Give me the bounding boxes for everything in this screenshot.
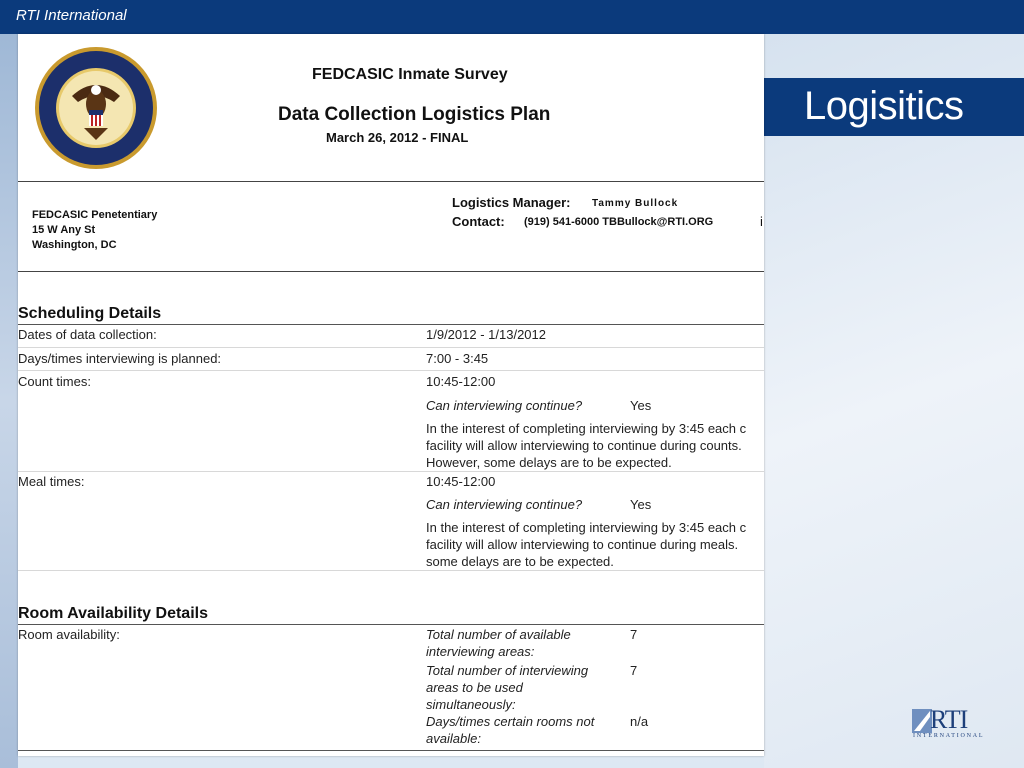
row-divider [18, 624, 764, 625]
rti-logo [912, 707, 988, 741]
meal-note: In the interest of completing interviewing by 3:45 each c [426, 520, 747, 535]
cropped-text: i [760, 214, 763, 229]
logistics-manager-name: Tammy Bullock [592, 198, 679, 209]
row-divider [18, 347, 764, 348]
count-note: facility will allow interviewing to continue during counts. [426, 438, 742, 453]
rooms-q2: simultaneously: [426, 697, 516, 712]
slide-title: Logisitics [804, 84, 964, 128]
meal-value: 10:45-12:00 [426, 474, 496, 489]
count-label: Count times: [18, 374, 91, 389]
rooms-q2: Total number of interviewing [426, 663, 589, 678]
rooms-q2: areas to be used [426, 680, 523, 695]
rooms-a3: n/a [630, 714, 649, 729]
address-line: 15 W Any St [32, 224, 96, 236]
logistics-manager-label: Logistics Manager: [452, 195, 571, 210]
logo-text: RTI [930, 705, 968, 734]
document-screenshot [18, 34, 764, 756]
row-divider [18, 370, 764, 371]
dates-label: Dates of data collection: [18, 327, 157, 342]
row-divider [18, 471, 764, 472]
meal-note: some delays are to be expected. [426, 554, 614, 569]
top-banner [0, 0, 1024, 34]
meal-label: Meal times: [18, 474, 85, 489]
rti-mark-icon [912, 709, 932, 733]
row-divider [18, 750, 764, 751]
rooms-q1: Total number of available [426, 627, 571, 642]
meal-note: facility will allow interviewing to continue during meals. [426, 537, 739, 552]
meal-answer: Yes [630, 497, 652, 512]
scheduling-heading: Scheduling Details [18, 305, 162, 322]
divider [18, 181, 764, 182]
rooms-q1: interviewing areas: [426, 644, 535, 659]
count-question: Can interviewing continue? [426, 398, 583, 413]
row-divider [18, 570, 764, 571]
document-subtitle: Data Collection Logistics Plan [278, 104, 551, 125]
meal-question: Can interviewing continue? [426, 497, 583, 512]
row-divider [18, 324, 764, 325]
rooms-q3: available: [426, 731, 481, 746]
contact-value: (919) 541-6000 TBBullock@RTI.ORG [524, 216, 714, 228]
days-value: 7:00 - 3:45 [426, 351, 489, 366]
org-name: RTI International [16, 7, 127, 24]
dates-value: 1/9/2012 - 1/13/2012 [426, 327, 546, 342]
facility-address [32, 208, 157, 253]
logo-subtext: INTERNATIONAL [913, 733, 985, 739]
document-date: March 26, 2012 - FINAL [326, 130, 469, 145]
contact-label: Contact: [452, 214, 505, 229]
doj-seal-icon [34, 46, 158, 170]
address-line: FEDCASIC Penetentiary [32, 209, 158, 221]
left-decoration [0, 34, 18, 768]
right-decoration [764, 34, 1024, 768]
rooms-heading: Room Availability Details [18, 605, 208, 622]
slide-title-bar [764, 78, 1024, 136]
count-value: 10:45-12:00 [426, 374, 496, 389]
count-note: In the interest of completing interviewing by 3:45 each c [426, 421, 747, 436]
rooms-a2: 7 [630, 663, 638, 678]
count-note: However, some delays are to be expected. [426, 455, 672, 470]
rooms-q3: Days/times certain rooms not [426, 714, 595, 729]
document-title: FEDCASIC Inmate Survey [312, 66, 508, 83]
count-answer: Yes [630, 398, 652, 413]
address-line: Washington, DC [32, 239, 117, 251]
rooms-a1: 7 [630, 627, 638, 642]
days-label: Days/times interviewing is planned: [18, 351, 222, 366]
divider [18, 271, 764, 272]
rooms-label: Room availability: [18, 627, 120, 642]
